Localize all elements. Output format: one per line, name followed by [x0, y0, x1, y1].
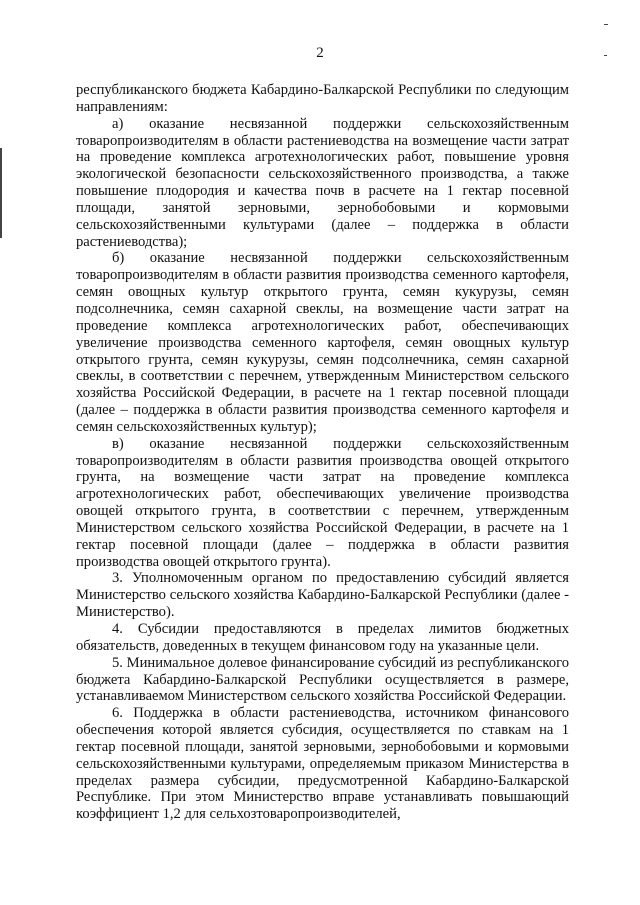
document-body — [76, 82, 569, 823]
scan-edge-mark-left — [0, 148, 2, 238]
scan-edge-mark-top-right — [604, 24, 608, 25]
paragraph-5-cofinancing: 5. Минимальное долевое финансирование субсидий из республиканского бюджета Кабардино-Балкарской Республики осуществляется в размере, устанавливаемом Министерством сельского хозяйства Российской Федерации. — [76, 654, 569, 705]
paragraph-item-b-seed-support: б) оказание несвязанной поддержки сельскохозяйственным товаропроизводителям в области развития производства семенного картофеля, семян овощных культур открытого грунта, семян кукурузы, семян подсолнечника, семян сахарной свеклы, на возмещение части затрат на проведение комплекса агротехнологических работ, обеспечивающих увеличение производства семенного картофеля, семян овощных культур открытого грунта, семян кукурузы, семян подсолнечника, семян сахарной свеклы, в соответствии с перечнем, утвержденным Министерством сельского хозяйства Российской Федерации, в расчете на 1 гектар посевной площади (далее – поддержка в области развития производства семенного картофеля и семян сельскохозяйственных культур); — [76, 250, 569, 435]
scan-edge-mark-right — [604, 55, 607, 56]
paragraph-6-rates: 6. Поддержка в области растениеводства, источником финансового обеспечения которой является субсидия, осуществляется по ставкам на 1 гектар посевной площади, занятой зерновыми, зернобобовыми и кормовыми сельскохозяйственными культурами, определяемым приказом Министерства в пределах размера субсидии, предусмотренной Кабардино-Балкарской Республике. При этом Министерство вправе устанавливать повышающий коэффициент 1,2 для сельхозтоваропроизводителей, — [76, 705, 569, 823]
paragraph-4-budget-limits: 4. Субсидии предоставляются в пределах лимитов бюджетных обязательств, доведенных в текущем финансовом году на указанные цели. — [76, 621, 569, 654]
page-number: 2 — [316, 45, 324, 61]
paragraph-item-c-vegetable-support: в) оказание несвязанной поддержки сельскохозяйственным товаропроизводителям в области развития производства овощей открытого грунта, на возмещение части затрат на проведение комплекса агротехнологических работ, обеспечивающих увеличение производства овощей открытого грунта, в соответствии с перечнем, утвержденным Министерством сельского хозяйства Российской Федерации, в расчете на 1 гектар посевной площади (далее – поддержка в области развития производства овощей открытого грунта). — [76, 435, 569, 570]
paragraph-funding-directions: республиканского бюджета Кабардино-Балкарской Республики по следующим направлениям: — [76, 82, 569, 115]
paragraph-3-authorized-body: 3. Уполномоченным органом по предоставлению субсидий является Министерство сельского хозяйства Кабардино-Балкарской Республики (далее - Министерство). — [76, 570, 569, 621]
paragraph-item-a-crop-support: а) оказание несвязанной поддержки сельскохозяйственным товаропроизводителям в области растениеводства на возмещение части затрат на проведение комплекса агротехнологических работ, повышение уровня экологической безопасности сельскохозяйственного производства, а также повышение плодородия и качества почв в расчете на 1 гектар посевной площади, занятой зерновыми, зернобобовыми и кормовыми сельскохозяйственными культурами (далее – поддержка в области растениеводства); — [76, 115, 569, 250]
